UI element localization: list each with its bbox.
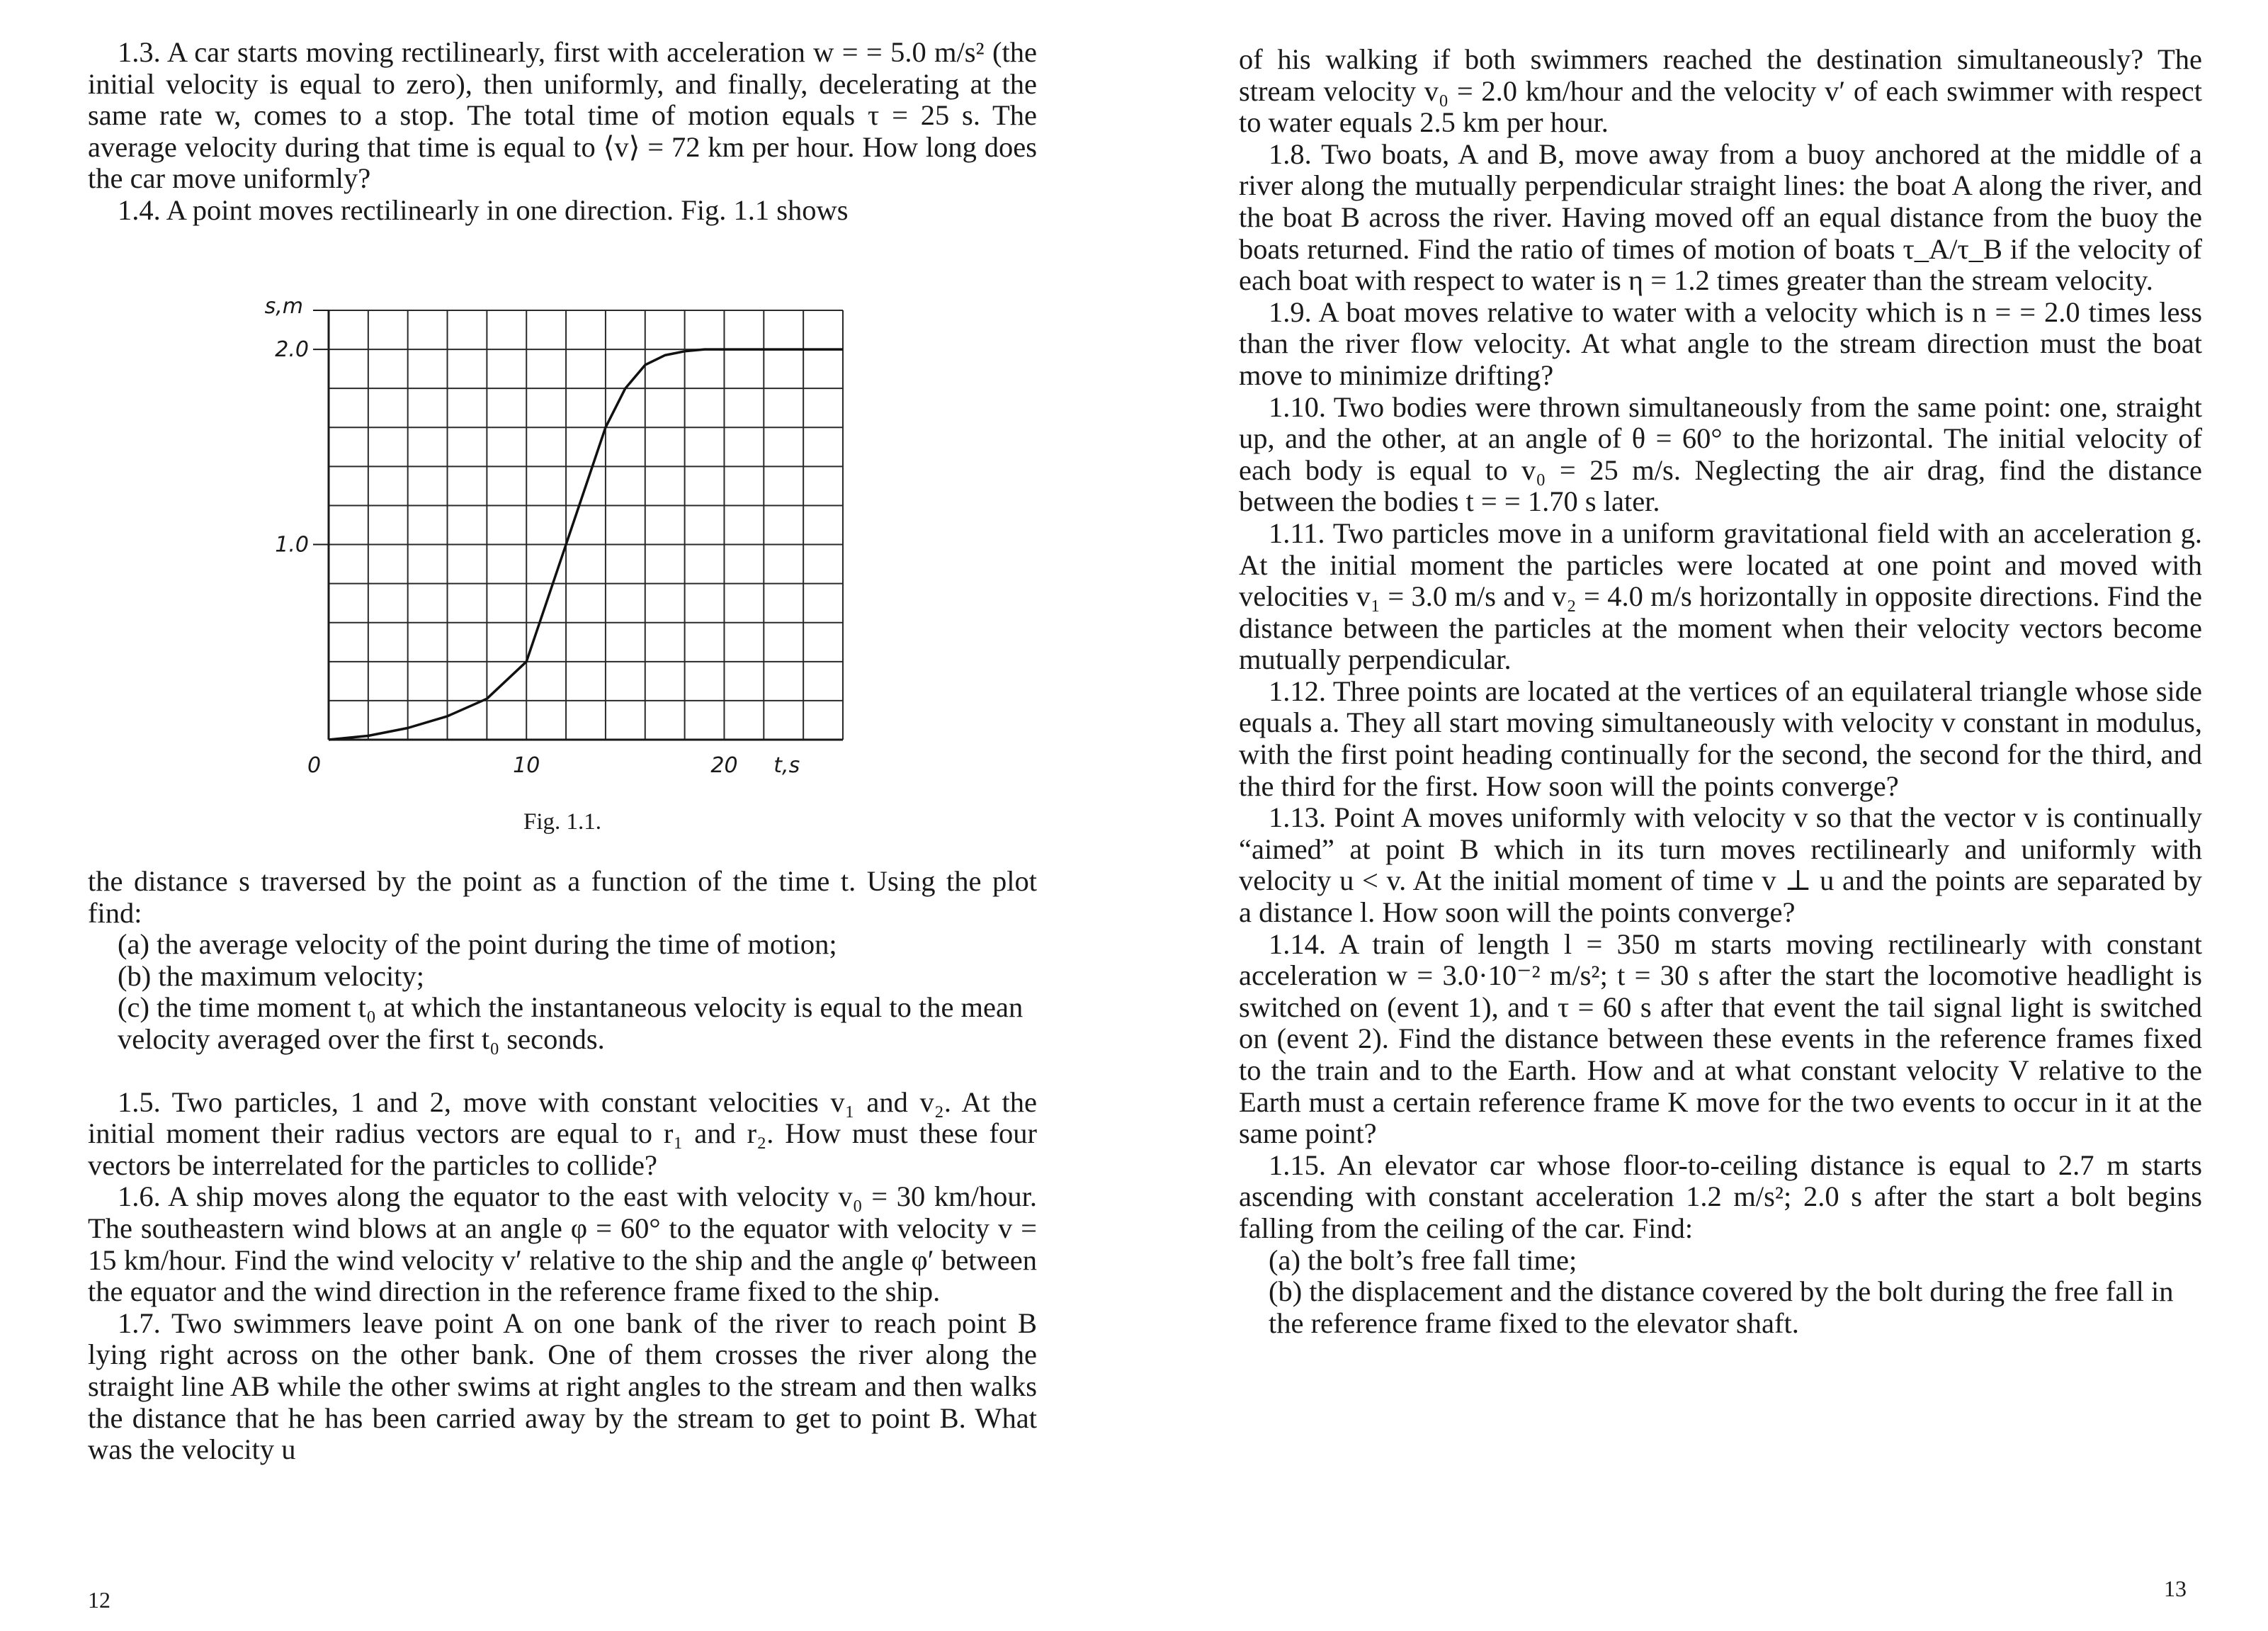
y-tick-label: 2.0 <box>275 337 309 363</box>
problem-1-12: 1.12. Three points are located at the vertices of an equilateral triangle whose side equals a. They all start moving simultaneously with velocity v constant in modulus, with the first point heading continually for the second, the second for the third, and the third for the first. How soon will the points converge? <box>1239 675 2202 802</box>
problem-1-13: 1.13. Point A moves uniformly with velocity v so that the vector v is continually “aimed” at point B which in its turn moves rectilinearly and uniformly with velocity u < v. At the initial moment of time v ⊥ u and the points are separated by a distance l. How soon will the points converge? <box>1239 801 2202 929</box>
x-axis-label: t,s <box>773 753 800 778</box>
x-tick-label: 0 <box>307 753 322 778</box>
page-number-right: 13 <box>2164 1576 2187 1601</box>
problem-1-4-intro: 1.4. A point moves rectilinearly in one direction. Fig. 1.1 shows <box>118 193 849 226</box>
right-page <box>1134 0 2268 1631</box>
problem-1-15-part-a: (a) the bolt’s free fall time; <box>1269 1243 1577 1276</box>
problem-1-6: 1.6. A ship moves along the equator to the east with velocity v₀ = 30 km/hour. The southeastern wind blows at an angle φ = 60° to the equator with velocity v = 15 km/hour. Find the wind velocity v′ relative to the ship and the angle φ′ between the equator and the wind direction in the reference frame fixed to the ship. <box>88 1180 1037 1308</box>
problem-1-4-part-a: (a) the average velocity of the point during the time of motion; <box>118 928 837 961</box>
y-axis-label: s,m <box>264 294 303 319</box>
problem-1-9: 1.9. A boat moves relative to water with a velocity which is n = = 2.0 times less than the river flow velocity. At what angle to the stream direction must the boat move to minimize drifting? <box>1239 295 2202 391</box>
left-column-top <box>88 37 1037 227</box>
problem-1-10: 1.10. Two bodies were thrown simultaneously from the same point: one, straight up, and the other, at an angle of θ = 60° to the horizontal. The initial velocity of each body is equal to v₀ = 25 m/s. Neglecting the air drag, find the distance between the bodies t = = 1.70 s later. <box>1239 390 2202 518</box>
problem-1-15-part-b: (b) the displacement and the distance covered by the bolt during the free fall in the reference frame fixed to the elevator shaft. <box>1269 1275 2174 1339</box>
problem-1-15: 1.15. An elevator car whose floor-to-ceiling distance is equal to 2.7 m starts ascending with constant acceleration 1.2 m/s²; 2.0 s after the start a bolt begins falling from the ceiling of the car. Find: <box>1239 1149 2202 1244</box>
figure-1-1 <box>88 282 1037 849</box>
problem-1-4-continued: the distance s traversed by the point as a function of the time t. Using the plot find: <box>88 865 1037 929</box>
left-page <box>0 0 1133 1631</box>
problem-1-7: 1.7. Two swimmers leave point A on one bank of the river to reach point B lying right across on the other bank. One of them crosses the river along the straight line AB while the other swims at right angles to the stream and then walks the distance that he has been carried away by the stream to get to point B. What was the velocity u <box>88 1307 1037 1466</box>
problem-1-8: 1.8. Two boats, A and B, move away from a buoy anchored at the middle of a river along the mutually perpendicular straight lines: the boat A along the river, and the boat B across the river. Having moved off an equal distance from the buoy the boats returned. Find the ratio of times of motion of boats τ_A/τ_B if the velocity of each boat with respect to water is η = 1.2 times greater than the stream velocity. <box>1239 137 2202 297</box>
left-column-bottom <box>88 866 1037 1466</box>
problem-1-4-part-c: (c) the time moment t₀ at which the instantaneous velocity is equal to the mean velocity averaged over the first t₀ seconds. <box>118 991 1024 1055</box>
problem-1-3: 1.3. A car starts moving rectilinearly, first with acceleration w = = 5.0 m/s² (the initial velocity is equal to zero), then uniformly, and finally, decelerating at the same rate w, comes to a stop. The total time of motion equals τ = 25 s. The average velocity during that time is equal to ⟨v⟩ = 72 km per hour. How long does the car move uniformly? <box>88 36 1037 195</box>
x-tick-label: 20 <box>710 753 738 778</box>
right-column <box>1239 44 2202 1339</box>
y-tick-label: 1.0 <box>275 532 309 558</box>
page-number-left: 12 <box>88 1587 110 1613</box>
problem-1-7-continued: of his walking if both swimmers reached the destination simultaneously? The stream velocity v₀ = 2.0 km/hour and the velocity v′ of each swimmer with respect to water equals 2.5 km per hour. <box>1239 43 2202 139</box>
problem-1-4-part-b: (b) the maximum velocity; <box>118 959 425 992</box>
problem-1-14: 1.14. A train of length l = 350 m starts moving rectilinearly with constant acceleration w = 3.0·10⁻² m/s²; t = 30 s after the start the locomotive headlight is switched on (event 1), and τ = 60 s after that event the tail signal light is switched on (event 2). Find the distance between these events in the reference frames fixed to the train and to the Earth. How and at what constant velocity V relative to the Earth must a certain reference frame K move for the two events to occur in it at the same point? <box>1239 927 2202 1150</box>
problem-1-5: 1.5. Two particles, 1 and 2, move with constant velocities v₁ and v₂. At the initial moment their radius vectors are equal to r₁ and r₂. How must these four vectors be interrelated for the particles to collide? <box>88 1085 1037 1181</box>
figure-caption: Fig. 1.1. <box>523 809 602 835</box>
problem-1-11: 1.11. Two particles move in a uniform gravitational field with an acceleration g. At the initial moment the particles were located at one point and moved with velocities v₁ = 3.0 m/s and v₂ = 4.0 m/s horizontally in opposite directions. Find the distance between the particles at the moment when their velocity vectors become mutually perpendicular. <box>1239 517 2202 676</box>
x-tick-label: 10 <box>513 753 540 778</box>
distance-time-plot <box>88 282 1037 792</box>
